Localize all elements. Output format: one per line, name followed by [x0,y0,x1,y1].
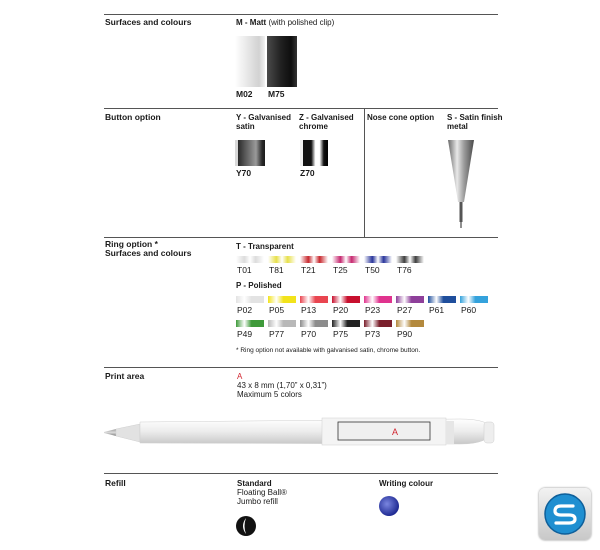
ring-swatch-p23 [364,296,392,303]
button-option-label: Y - Galvanised satin [236,113,291,131]
button-heading: Button option [105,112,161,122]
ring-code: P23 [365,305,381,315]
ring-swatch-p13 [300,296,328,303]
finish-sample-m02 [235,36,265,87]
button-sample-y70 [235,140,265,166]
ring-code: P49 [237,329,253,339]
ring-code: P90 [397,329,413,339]
brand-logo-icon [539,488,591,540]
ring-code: P60 [461,305,477,315]
ring-code: P27 [397,305,413,315]
surfaces-heading: Surfaces and colours [105,17,192,27]
ring-swatch-p73 [364,320,392,327]
ink-colour-swatch [378,495,400,517]
nose-option-label: S - Satin finish metal [447,113,503,131]
ring-swatch-p27 [396,296,424,303]
ring-code: P70 [301,329,317,339]
ring-swatch-p60 [460,296,488,303]
nose-cone-sample [447,140,477,232]
refill-size: Jumbo refill [237,497,278,506]
ring-code: P13 [301,305,317,315]
nose-heading: Nose cone option [367,113,435,122]
ring-subheading: Surfaces and colours [105,248,192,258]
button-code: Z70 [300,168,315,178]
refill-standard: Standard [237,479,272,488]
refill-heading: Refill [105,478,126,488]
finish-code: M75 [268,89,285,99]
brand-logo [539,488,591,540]
divider [104,14,498,15]
print-size: 43 x 8 mm (1,70” x 0,31”) [237,381,327,390]
surfaces-title-bold: M - Matt [236,18,267,27]
ring-code: T50 [365,265,380,275]
ring-swatch-t25 [332,256,360,263]
ring-code: P61 [429,305,445,315]
ring-code: T25 [333,265,348,275]
ring-swatch-p77 [268,320,296,327]
finish-sample-m75 [267,36,297,87]
finish-code: M02 [236,89,253,99]
writing-colour-label: Writing colour [379,479,434,488]
ring-footnote: * Ring option not available with galvanised satin, chrome button. [236,347,421,354]
column-divider [364,109,365,237]
print-heading: Print area [105,371,145,381]
ring-swatch-t21 [300,256,328,263]
ring-heading: Ring option * [105,239,158,249]
print-area-marker: A [392,427,399,437]
ring-swatch-p75 [332,320,360,327]
print-colors: Maximum 5 colors [237,390,302,399]
ring-code: T81 [269,265,284,275]
polished-title: P - Polished [236,281,282,290]
ring-swatch-p20 [332,296,360,303]
divider [104,367,498,368]
ring-swatch-t50 [364,256,392,263]
ring-code: P73 [365,329,381,339]
ring-code: P05 [269,305,285,315]
refill-type: Floating Ball® [237,488,287,497]
pen-illustration [100,408,500,458]
print-marker: A [237,372,243,381]
ring-swatch-p70 [300,320,328,327]
ring-code: P02 [237,305,253,315]
button-option-label: Z - Galvanised chrome [299,113,354,131]
ring-code: P77 [269,329,285,339]
ring-code: P75 [333,329,349,339]
ring-swatch-p49 [236,320,264,327]
divider [104,473,498,474]
ring-code: T21 [301,265,316,275]
ring-code: P20 [333,305,349,315]
transparent-title: T - Transparent [236,242,294,251]
ring-swatch-p90 [396,320,424,327]
surfaces-title [236,18,334,27]
ring-code: T76 [397,265,412,275]
ring-code: T01 [237,265,252,275]
ring-swatch-t01 [236,256,264,263]
ring-swatch-p05 [268,296,296,303]
divider [104,108,498,109]
ring-swatch-p02 [236,296,264,303]
ring-swatch-t76 [396,256,424,263]
ring-swatch-p61 [428,296,456,303]
ring-swatch-t81 [268,256,296,263]
surfaces-title-rest: (with polished clip) [268,18,335,27]
divider [104,237,498,238]
button-code: Y70 [236,168,252,178]
button-sample-z70 [300,140,328,166]
floating-ball-icon [235,515,257,537]
